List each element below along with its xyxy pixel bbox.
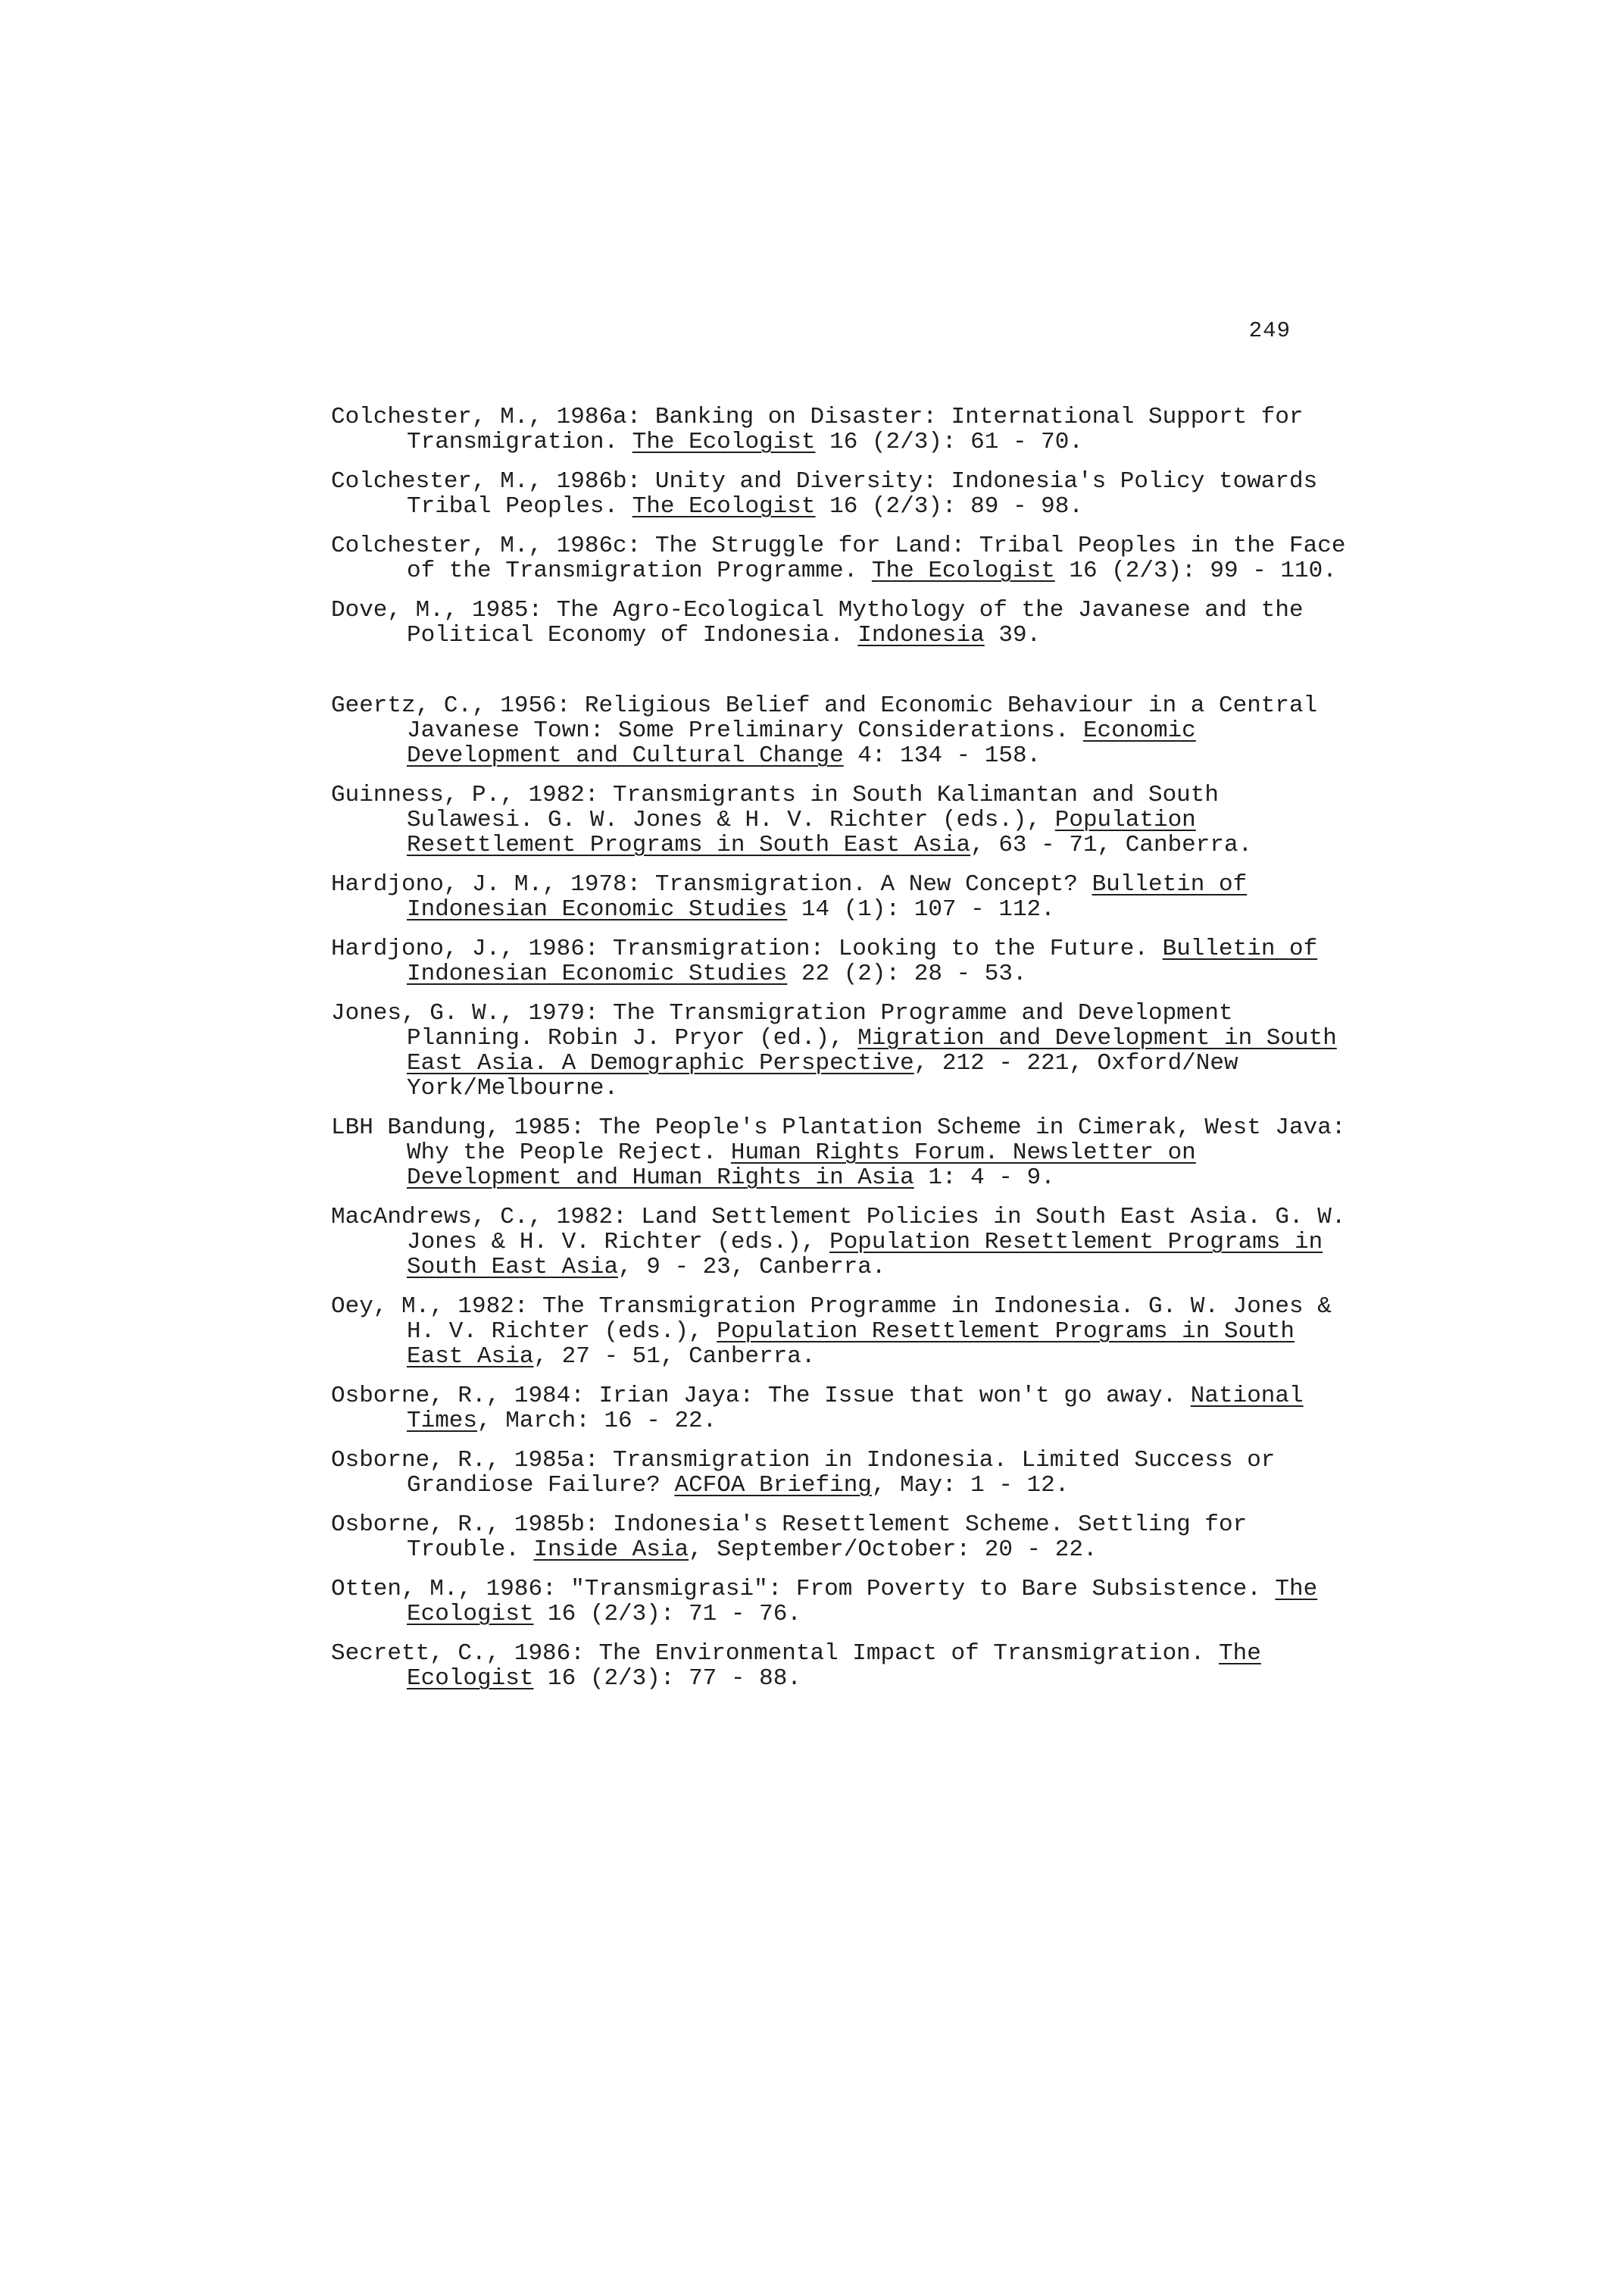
publication-title: Population Resettlement Programs in South East Asia <box>407 807 1196 858</box>
reference-secrett-1986: Secrett, C., 1986: The Environmental Impact of Transmigration. The Ecologist 16 (2/3): 77 - 88. <box>331 1640 1261 1692</box>
reference-lbh-bandung-1985: LBH Bandung, 1985: The People's Plantation Scheme in Cimerak, West Java: Why the People Reject. Human Rights Forum. Newsletter on Development and Human Rights in Asia 1: 4 - 9. <box>331 1114 1346 1191</box>
reference-hardjono-1986: Hardjono, J., 1986: Transmigration: Looking to the Future. Bulletin of Indonesian Economic Studies 22 (2): 28 - 53. <box>331 936 1318 987</box>
reference-macandrews-1982: MacAndrews, C., 1982: Land Settlement Policies in South East Asia. G. W. Jones & H. V. Richter (eds.), Population Resettlement Programs in South East Asia, 9 - 23, Canberra. <box>331 1204 1346 1280</box>
page-number: 249 <box>1248 318 1291 343</box>
reference-hardjono-1978: Hardjono, J. M., 1978: Transmigration. A New Concept? Bulletin of Indonesian Economic Studies 14 (1): 107 - 112. <box>331 871 1248 923</box>
publication-title: Bulletin of Indonesian Economic Studies <box>407 871 1248 923</box>
reference-dove-1985: Dove, M., 1985: The Agro-Ecological Mythology of the Javanese and the Political Economy of Indonesia. Indonesia 39. <box>331 597 1304 649</box>
reference-osborne-1984: Osborne, R., 1984: Irian Jaya: The Issue that won't go away. National Times, March: 16 - 22. <box>331 1383 1304 1434</box>
publication-title: ACFOA Briefing <box>674 1472 872 1499</box>
reference-osborne-1985a: Osborne, R., 1985a: Transmigration in Indonesia. Limited Success or Grandiose Failure? ACFOA Briefing, May: 1 - 12. <box>331 1447 1276 1499</box>
publication-title: The Ecologist <box>407 1640 1261 1692</box>
publication-title: Inside Asia <box>533 1536 689 1563</box>
reference-colchester-1986a: Colchester, M., 1986a: Banking on Disaster: International Support for Transmigration. The Ecologist 16 (2/3): 61 - 70. <box>331 404 1304 455</box>
reference-colchester-1986c: Colchester, M., 1986c: The Struggle for Land: Tribal Peoples in the Face of the Transmigration Programme. The Ecologist 16 (2/3): 99 - 110. <box>331 533 1346 584</box>
reference-oey-1982: Oey, M., 1982: The Transmigration Programme in Indonesia. G. W. Jones & H. V. Richter (eds.), Population Resettlement Programs in South East Asia, 27 - 51, Canberra. <box>331 1293 1332 1370</box>
reference-geertz-1956: Geertz, C., 1956: Religious Belief and Economic Behaviour in a Central Javanese Town: Some Preliminary Considerations. Economic Development and Cultural Change 4: 134 - 158. <box>331 692 1318 769</box>
reference-list <box>331 405 1354 1705</box>
reference-jones-1979: Jones, G. W., 1979: The Transmigration Programme and Development Planning. Robin J. Pryor (ed.), Migration and Development in South East Asia. A Demographic Perspective, 212 - 221, Oxford/New York/Melbourne. <box>331 1000 1337 1102</box>
reference-osborne-1985b: Osborne, R., 1985b: Indonesia's Resettlement Scheme. Settling for Trouble. Inside Asia, September/October: 20 - 22. <box>331 1511 1248 1563</box>
publication-title: Bulletin of Indonesian Economic Studies <box>407 936 1318 987</box>
publication-title: The Ecologist <box>407 1576 1318 1627</box>
publication-title: Population Resettlement Programs in South East Asia <box>407 1318 1295 1370</box>
publication-title: Economic Development and Cultural Change <box>407 717 1196 769</box>
reference-colchester-1986b: Colchester, M., 1986b: Unity and Diversity: Indonesia's Policy towards Tribal Peoples. The Ecologist 16 (2/3): 89 - 98. <box>331 468 1318 520</box>
publication-title: Human Rights Forum. Newsletter on Development and Human Rights in Asia <box>407 1139 1196 1191</box>
publication-title: The Ecologist <box>871 558 1055 584</box>
publication-title: Population Resettlement Programs in South East Asia <box>407 1229 1323 1280</box>
publication-title: The Ecologist <box>632 493 816 520</box>
reference-otten-1986: Otten, M., 1986: "Transmigrasi": From Poverty to Bare Subsistence. The Ecologist 16 (2/3): 71 - 76. <box>331 1576 1318 1627</box>
publication-title: National Times <box>407 1383 1304 1434</box>
publication-title: Indonesia <box>857 622 985 649</box>
publication-title: Migration and Development in South East Asia. A Demographic Perspective <box>407 1025 1337 1077</box>
publication-title: The Ecologist <box>632 429 816 455</box>
reference-guinness-1982: Guinness, P., 1982: Transmigrants in South Kalimantan and South Sulawesi. G. W. Jones & H. V. Richter (eds.), Population Resettlement Programs in South East Asia, 63 - 71, Canberra. <box>331 782 1253 858</box>
